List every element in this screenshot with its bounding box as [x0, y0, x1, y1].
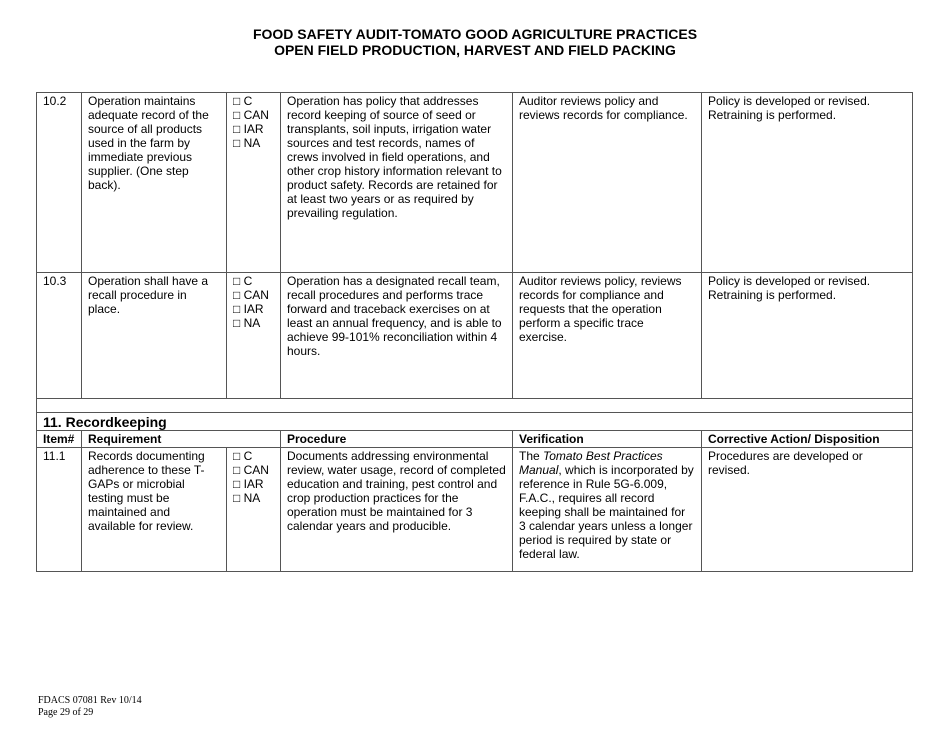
option-can-checkbox[interactable]: □ CAN [233, 108, 269, 122]
verification-text-post: , which is incorporated by reference in Rule 5G-6.009, F.A.C., requires all record keeping shall be maintained for 3 calendar years unless a longer period is required by state or federal law. [519, 463, 694, 561]
option-c-checkbox[interactable]: □ C [233, 94, 253, 108]
corrective-action-cell: Procedures are developed or revised. [702, 448, 913, 572]
option-checkboxes [227, 93, 281, 273]
requirement-cell: Operation maintains adequate record of the source of all products used in the farm by immediate previous supplier. (One step back). [82, 93, 227, 273]
page-footer [38, 695, 142, 719]
column-header-item: Item# [37, 431, 82, 448]
option-na-checkbox[interactable]: □ NA [233, 316, 261, 330]
verification-cell [513, 448, 702, 572]
item-number: 10.3 [37, 273, 82, 399]
verification-cell: Auditor reviews policy and reviews records for compliance. [513, 93, 702, 273]
option-checkboxes [227, 448, 281, 572]
option-iar-checkbox[interactable]: □ IAR [233, 302, 264, 316]
option-can-checkbox[interactable]: □ CAN [233, 288, 269, 302]
item-number: 11.1 [37, 448, 82, 572]
spacer-row [37, 399, 913, 413]
option-can-checkbox[interactable]: □ CAN [233, 463, 269, 477]
requirement-cell: Operation shall have a recall procedure in place. [82, 273, 227, 399]
corrective-action-cell: Policy is developed or revised. Retraining is performed. [702, 93, 913, 273]
table-row [37, 93, 913, 273]
column-header-row [37, 431, 913, 448]
form-number: FDACS 07081 Rev 10/14 [38, 695, 142, 706]
column-header-requirement: Requirement [82, 431, 281, 448]
title-line-1: FOOD SAFETY AUDIT-TOMATO GOOD AGRICULTURE PRACTICES [252, 26, 698, 42]
option-na-checkbox[interactable]: □ NA [233, 136, 261, 150]
procedure-cell: Documents addressing environmental review, water usage, record of completed education and training, pest control and crop production practices for the operation must be maintained for 3 calendar years and producible. [281, 448, 513, 572]
column-header-corrective-action: Corrective Action/ Disposition [702, 431, 913, 448]
item-number: 10.2 [37, 93, 82, 273]
option-c-checkbox[interactable]: □ C [233, 274, 253, 288]
column-header-verification: Verification [513, 431, 702, 448]
table-row [37, 448, 913, 572]
audit-table [36, 92, 913, 572]
verification-cell: Auditor reviews policy, reviews records for compliance and requests that the operation perform a specific trace exercise. [513, 273, 702, 399]
requirement-cell: Records documenting adherence to these T-GAPs or microbial testing must be maintained and available for review. [82, 448, 227, 572]
title-line-2: OPEN FIELD PRODUCTION, HARVEST AND FIELD PACKING [274, 42, 676, 58]
option-iar-checkbox[interactable]: □ IAR [233, 122, 264, 136]
spacer-cell [37, 399, 913, 413]
document-title [0, 26, 950, 58]
manual-title: Tomato Best Practices Manual [519, 449, 663, 477]
verification-text-pre: The [519, 449, 544, 463]
column-header-procedure: Procedure [281, 431, 513, 448]
table-row [37, 273, 913, 399]
option-na-checkbox[interactable]: □ NA [233, 491, 261, 505]
option-iar-checkbox[interactable]: □ IAR [233, 477, 264, 491]
procedure-cell: Operation has policy that addresses record keeping of source of seed or transplants, soil inputs, irrigation water sources and test records, names of crews involved in field operations, and other crop history information relevant to product safety. Records are retained for at least two years or as required by prevailing regulation. [281, 93, 513, 273]
section-header-row [37, 413, 913, 431]
option-checkboxes [227, 273, 281, 399]
option-c-checkbox[interactable]: □ C [233, 449, 253, 463]
procedure-cell: Operation has a designated recall team, recall procedures and performs trace forward and traceback exercises on at least an annual frequency, and is able to achieve 99-101% reconciliation within 4 hours. [281, 273, 513, 399]
page-number: Page 29 of 29 [38, 707, 94, 718]
corrective-action-cell: Policy is developed or revised. Retraining is performed. [702, 273, 913, 399]
section-title: 11. Recordkeeping [37, 413, 913, 431]
